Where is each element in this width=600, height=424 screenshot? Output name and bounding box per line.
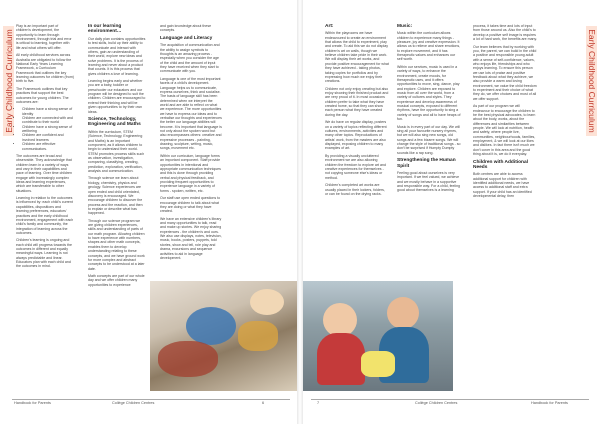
paragraph: Math concepts are part of our whole day and we offer children many opportunities to experience	[88, 274, 145, 287]
section-heading: Art:	[325, 24, 334, 29]
text-column-1	[16, 24, 74, 272]
paragraph: Music within the curriculum allows children to experience many things - pleasure, joy and creative expression. It allows us to relieve and share emotions, to explore movement, and it has therapeutic values and enhances our self worth.	[397, 31, 461, 62]
list-item: • Children are effective communicators.	[22, 142, 74, 151]
paragraph: Play is an important part of children's development, the opportunity to learn through environment, through trial and error is critical to learning, together with life and what others will offer.	[16, 24, 72, 50]
text-column-3	[160, 24, 222, 263]
section-heading: Children with Additional Needs	[473, 159, 528, 170]
paragraph: The Framework outlines that key practices that support the best outcomes for young children. The outcomes are:	[16, 86, 69, 104]
paragraph: Within the curriculum, STEM (Science, Technology, Engineering and Maths) is an important component, as it allows children to begin to understand their world. STEM promotes process skills such as observation, investigation, comparing, classifying, creating, prediction, exploration, verification, analysis and communication.	[88, 129, 145, 173]
left-page	[0, 0, 297, 424]
paragraph: Learning begins early and whether you are a baby, toddler or preschooler our educators and our program will be designed to suit the children. Children are encouraged to extend their thinking and will be given opportunities to try their own ideas.	[88, 79, 146, 114]
text-column-5	[397, 24, 461, 196]
text-column-4	[325, 24, 389, 199]
paragraph: As part of our program we will endeavour to encourage the children to be the best physical advocates, to learn about the body, works, about the differences and similarities between people. We will look at nutrition, health and safety, where people live, communities, neighbourhoods, families, employment, & we will look at our likes and dislikes. In fact there isn't much we don't cover in this area and the good thing about it is, we do it everyday.	[473, 104, 536, 156]
paragraph: We have an extensive children's library and many opportunities to talk, read and make up stories. We enjoy sharing experiences - the children's and ours. We also use displays, notes, television, music, books, posters, puppets, told stories, show and tell, role play and drama, excursions and sequence activities to aid in language development.	[160, 216, 222, 260]
section-heading: Science, Technology, Engineering and Maths	[88, 117, 141, 128]
paragraph: Children not only enjoy creating but also enjoy showing their finished product and are very proud of it. In most occasions children prefer to take what they have created home, so that they can show each person what they have created during the day.	[325, 86, 389, 117]
paragraph: Our team believes that by working with you, the parent, we can build in the child a positive and responsible young adult with a sense of self-confidence, values, who enjoys life, friendships and who enjoys learning. To ensure this person we use lots of praise and positive feedback about what they achieve, we also provide a warm and loving environment, we value the child freedom to experiment and their choice of what they do, we offer choices and most of all we offer support.	[473, 44, 537, 101]
list-item: • Children are confident and involved learners	[22, 133, 74, 142]
paragraph: Language is one of the most important facets of a child's development. Language helps us to communicate, express ourselves, think and socialise. The basis of language skill has been determined when we interpret the world and are able to reflect on what we experience. The more opportunities we have to express our ideas and to verbalise our thoughts and experiences the better our language abilities will become. It is important that language is not only about the spoken word but also encompasses others: creative and expressive processes - painting, drawing, sculpture, writing, music, songs, movement etc.	[160, 76, 222, 151]
footer-centre-left: Collège Children Centres	[112, 401, 155, 405]
footer-centre-right: Collège Children Centres	[415, 401, 458, 405]
text-column-2	[88, 24, 146, 290]
children-playing-photo	[303, 281, 453, 391]
paragraph: Both centres are able to access additional support for children with identified additional needs, we have access to additional staff and extra support. If your child has an identified developmental delay, then	[473, 172, 532, 199]
footer-handbook-right: Handbook for Parents	[531, 401, 568, 405]
children-art-desk-photo	[150, 281, 297, 391]
section-heading: In our learning environment…	[88, 24, 122, 35]
paragraph: Through science we learn about biology, chemistry, physics and geology. Science experiences are open ended and child orientated, discovery is encouraged. We encourage children to discover the process and the reaction, and then to explain or describe what has happened.	[88, 176, 143, 216]
side-title-tab-right	[586, 26, 597, 136]
page-number-left: 6	[262, 401, 265, 405]
paragraph: We do have on regular display, posters on a variety of topics reflecting different cultures, environments, activities and many other topics. Reproductions of artists' work, from the masters are also displayed, exposing children to many examples of art.	[325, 120, 387, 151]
text-column-6	[473, 24, 537, 202]
paragraph: Children's learning is ongoing and each child will progress towards the outcomes in different and equally meaningful ways. Learning is not always predictable and linear. Educators plan with each child and the outcomes in mind.	[16, 238, 72, 269]
paragraph: The outcomes are broad and observable. They acknowledge that children learn in a variety of ways and vary in their capabilities and pace of learning. Over time children engage with increasingly complex ideas and learning experiences, which are transferable to other situations.	[16, 153, 72, 193]
section-heading: Strengthening the Human Spirit	[397, 158, 456, 169]
paragraph: Music is in every part of our day. We will sing all your favourite nursery rhymes, but we will also sing new songs, old songs and a few bizarre songs. We will change the style of traditional songs - so don't be surprised if Humpty Dumpty sounds like a rap song.	[397, 124, 461, 155]
paragraph: Feeling good about ourselves is very important. If we feel valued, we achieve and we mostly behave in a supportive and responsible way. For a child, feeling good about themselves is a learning	[397, 171, 461, 193]
paragraph: Our staff use open ended questions to encourage children to talk about what they are doing or what they have created.	[160, 196, 221, 214]
paragraph: All early childhood services across Australia are obligated to follow the National Early Years Learning Framework, a Curriculum Framework that outlines the key learning outcomes for children (from) birth to five.	[16, 53, 74, 84]
outcomes-list	[16, 107, 74, 150]
paragraph: Within the playrooms we have endeavoured to create an environment that allows the child to experiment, play and create. To aid this we do not display children's art on walls, though we believe children take pride in their work. We will display their art works, and provide positive encouragement for what they have achieved - taking photos, taking copies for portfolios and by expressing how much we enjoy their creations.	[325, 31, 389, 84]
side-title-right: Early Childhood Curriculum	[586, 29, 597, 133]
paragraph: By providing a visually uncluttered environment we are also allowing children the freedom to explore art and creative experiences for themselves - not copying someone else's ideas or method.	[325, 153, 386, 180]
paragraph: Children's completed art works are usually placed in their lockers, folders, or can be found on the drying racks.	[325, 183, 385, 196]
side-title-left: Early Childhood Curriculum	[3, 29, 14, 133]
paragraph: Learning in relation to the outcomes is influenced by: each child's current capabilities, dispositions and learning preferences, educators' practices and the early childhood environment, engagement with each child's family and community, the integration of learning across the outcomes.	[16, 196, 74, 235]
paragraph: Within our curriculum, language forms an important component. Staff provide opportunities in intentional and appropriate communication techniques and this is done through providing verbal and physical feedback, and providing frequent opportunities to experience language in a variety of forms - spoken, written, etc.	[160, 153, 221, 193]
paragraph: Within our services, music is used in a variety of ways, to enhance the environment, create moods, for therapeutic uses, and it offers opportunities to move, sing, dance, play and explore. Children are exposed to music from all over the world, from a variety of cultures and styles. They experience and develop awareness of musical concepts, exposed to different rhythms, have the opportunity to sing a variety of songs and all to have heaps of fun.	[397, 65, 461, 122]
paragraph: and gain knowledge about these concepts.	[160, 24, 212, 33]
list-item: • Children are connected with and contribute to their world	[22, 116, 74, 125]
paragraph: Our daily plan contains opportunities to test skills, build up their ability to communicate and interact with others, gain an understanding of their world, explore new ideas and solve problems. It is the process of learning and never about a product that counts. It is this process that gives children a love of learning.	[88, 36, 146, 76]
section-heading: Language and Literacy	[160, 35, 213, 41]
section-heading: Music:	[397, 24, 413, 29]
paragraph: Through our science program we are giving children experiences, skills and understanding of parts of our math program. Allowing children to have experience with numbers, shapes and other math concepts, enables them to develop understanding relating to these concepts, and we have ground work for more complex and abstract concepts to be understood at a later date.	[88, 218, 145, 271]
page-number-right: 7	[317, 401, 320, 405]
footer-handbook-left: Handbook for Parents	[14, 401, 51, 405]
paragraph: The acquisition of communication and the ability to assign symbols to thoughts is an amazing process - especially when you consider the age of the child and the amount of input they have received when they start to communicate with you.	[160, 43, 220, 74]
list-item: • Children have a strong sense of identity	[22, 107, 74, 116]
paragraph: process, it takes time and lots of input from those around us. Also the child's to develop a positive self image is requires a lot of hard work, the benefits are many.	[473, 24, 538, 42]
list-item: • Children have a strong sense of wellbeing	[22, 125, 74, 134]
